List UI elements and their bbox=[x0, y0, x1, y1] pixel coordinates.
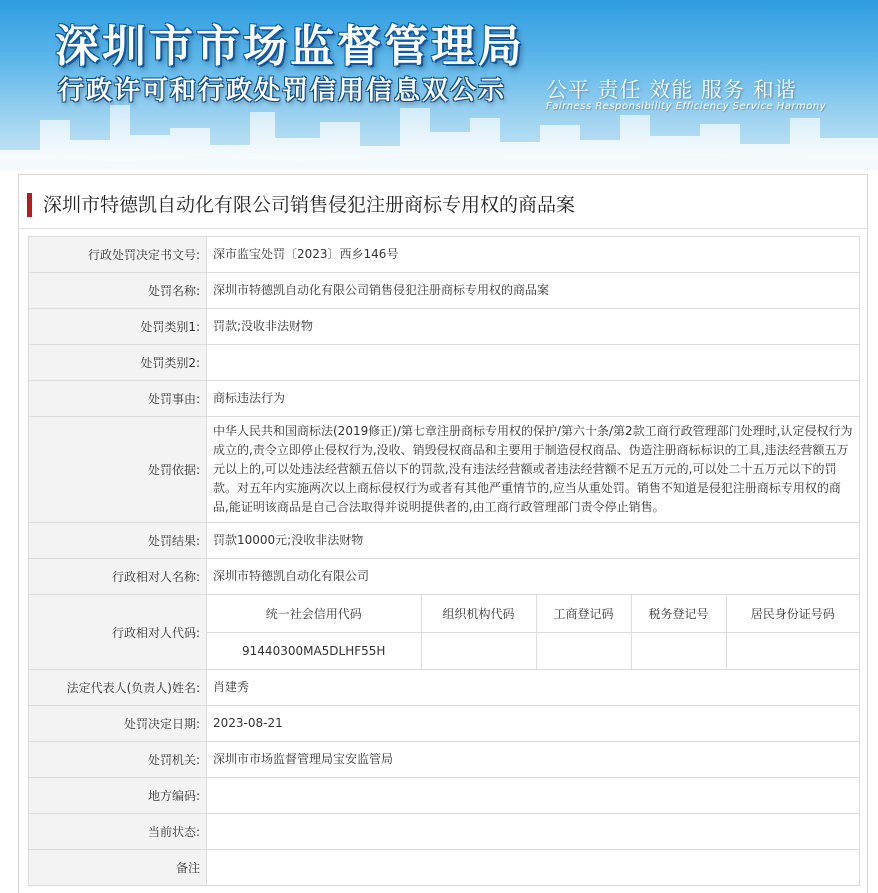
field-label: 行政相对人名称: bbox=[29, 559, 207, 595]
tax-reg-value bbox=[631, 632, 726, 669]
legal-rep-value: 肖建秀 bbox=[207, 670, 860, 706]
result-value: 罚款10000元;没收非法财物 bbox=[207, 523, 860, 559]
field-label: 处罚决定日期: bbox=[29, 706, 207, 742]
party-code-table bbox=[207, 595, 859, 669]
id-number-value bbox=[726, 632, 859, 669]
table-row bbox=[29, 742, 860, 778]
penalty-name-value: 深圳市特德凯自动化有限公司销售侵犯注册商标专用权的商品案 bbox=[207, 273, 860, 309]
code-header: 统一社会信用代码 bbox=[207, 595, 421, 632]
table-row bbox=[29, 273, 860, 309]
content-frame bbox=[18, 174, 868, 893]
code-header-row bbox=[207, 595, 859, 632]
table-row bbox=[29, 237, 860, 273]
title-divider bbox=[19, 228, 867, 229]
penalty-info-table bbox=[28, 236, 860, 886]
field-label: 处罚结果: bbox=[29, 523, 207, 559]
table-row bbox=[29, 850, 860, 886]
table-row bbox=[29, 670, 860, 706]
table-row bbox=[29, 814, 860, 850]
table-row bbox=[29, 706, 860, 742]
field-label: 处罚类别2: bbox=[29, 345, 207, 381]
slogan-cn: 公平 责任 效能 服务 和谐 bbox=[546, 78, 797, 102]
table-row bbox=[29, 523, 860, 559]
authority-value: 深圳市市场监督管理局宝安监管局 bbox=[207, 742, 860, 778]
basis-value: 中华人民共和国商标法(2019修正)/第七章注册商标专用权的保护/第六十条/第2款工商行政管理部门处理时,认定侵权行为成立的,责令立即停止侵权行为,没收、销毁侵权商品和主要用于制造侵权商品、伪造注册商标标识的工具,违法经营额五万元以上的,可以处违法经营额五倍以下的罚款,没有违法经营额或者违法经营额不足五万元的,可以处二十五万元以下的罚款。对五年内实施两次以上商标侵权行为或者有其他严重情节的,应当从重处罚。销售不知道是侵犯注册商标专用权的商品,能证明该商品是自己合法取得并说明提供者的,由工商行政管理部门责令停止销售。 bbox=[207, 417, 860, 523]
code-header: 税务登记号 bbox=[631, 595, 726, 632]
case-title bbox=[27, 187, 575, 223]
org-code-value bbox=[421, 632, 536, 669]
field-label: 处罚事由: bbox=[29, 381, 207, 417]
header-banner bbox=[0, 0, 878, 170]
table-row bbox=[29, 345, 860, 381]
code-header: 工商登记码 bbox=[536, 595, 631, 632]
code-header: 组织机构代码 bbox=[421, 595, 536, 632]
field-label: 行政相对人代码: bbox=[29, 595, 207, 670]
table-row bbox=[29, 595, 860, 670]
decision-no-value: 深市监宝处罚〔2023〕西乡146号 bbox=[207, 237, 860, 273]
table-row bbox=[29, 417, 860, 523]
field-label: 行政处罚决定书文号: bbox=[29, 237, 207, 273]
table-row bbox=[29, 309, 860, 345]
agency-title: 深圳市市场监督管理局 bbox=[55, 21, 525, 72]
category1-value: 罚款;没收非法财物 bbox=[207, 309, 860, 345]
banner-subtitle: 行政许可和行政处罚信用信息双公示 bbox=[58, 76, 507, 106]
business-reg-value bbox=[536, 632, 631, 669]
table-row bbox=[29, 559, 860, 595]
field-label: 当前状态: bbox=[29, 814, 207, 850]
table-row bbox=[29, 778, 860, 814]
party-code-cell bbox=[207, 595, 860, 670]
credit-code-value: 91440300MA5DLHF55H bbox=[207, 632, 421, 669]
decision-date-value: 2023-08-21 bbox=[207, 706, 860, 742]
party-name-value: 深圳市特德凯自动化有限公司 bbox=[207, 559, 860, 595]
slogan-en: Fairness Responsibility Efficiency Service Harmony bbox=[546, 101, 827, 112]
title-accent-bar bbox=[27, 193, 32, 217]
field-label: 处罚机关: bbox=[29, 742, 207, 778]
case-title-text: 深圳市特德凯自动化有限公司销售侵犯注册商标专用权的商品案 bbox=[43, 194, 576, 216]
code-value-row bbox=[207, 632, 859, 669]
local-code-value bbox=[207, 778, 860, 814]
field-label: 处罚名称: bbox=[29, 273, 207, 309]
status-value bbox=[207, 814, 860, 850]
table-row bbox=[29, 381, 860, 417]
code-header: 居民身份证号码 bbox=[726, 595, 859, 632]
category2-value bbox=[207, 345, 860, 381]
field-label: 法定代表人(负责人)姓名: bbox=[29, 670, 207, 706]
field-label: 地方编码: bbox=[29, 778, 207, 814]
field-label: 备注 bbox=[29, 850, 207, 886]
field-label: 处罚依据: bbox=[29, 417, 207, 523]
field-label: 处罚类别1: bbox=[29, 309, 207, 345]
remark-value bbox=[207, 850, 860, 886]
reason-value: 商标违法行为 bbox=[207, 381, 860, 417]
